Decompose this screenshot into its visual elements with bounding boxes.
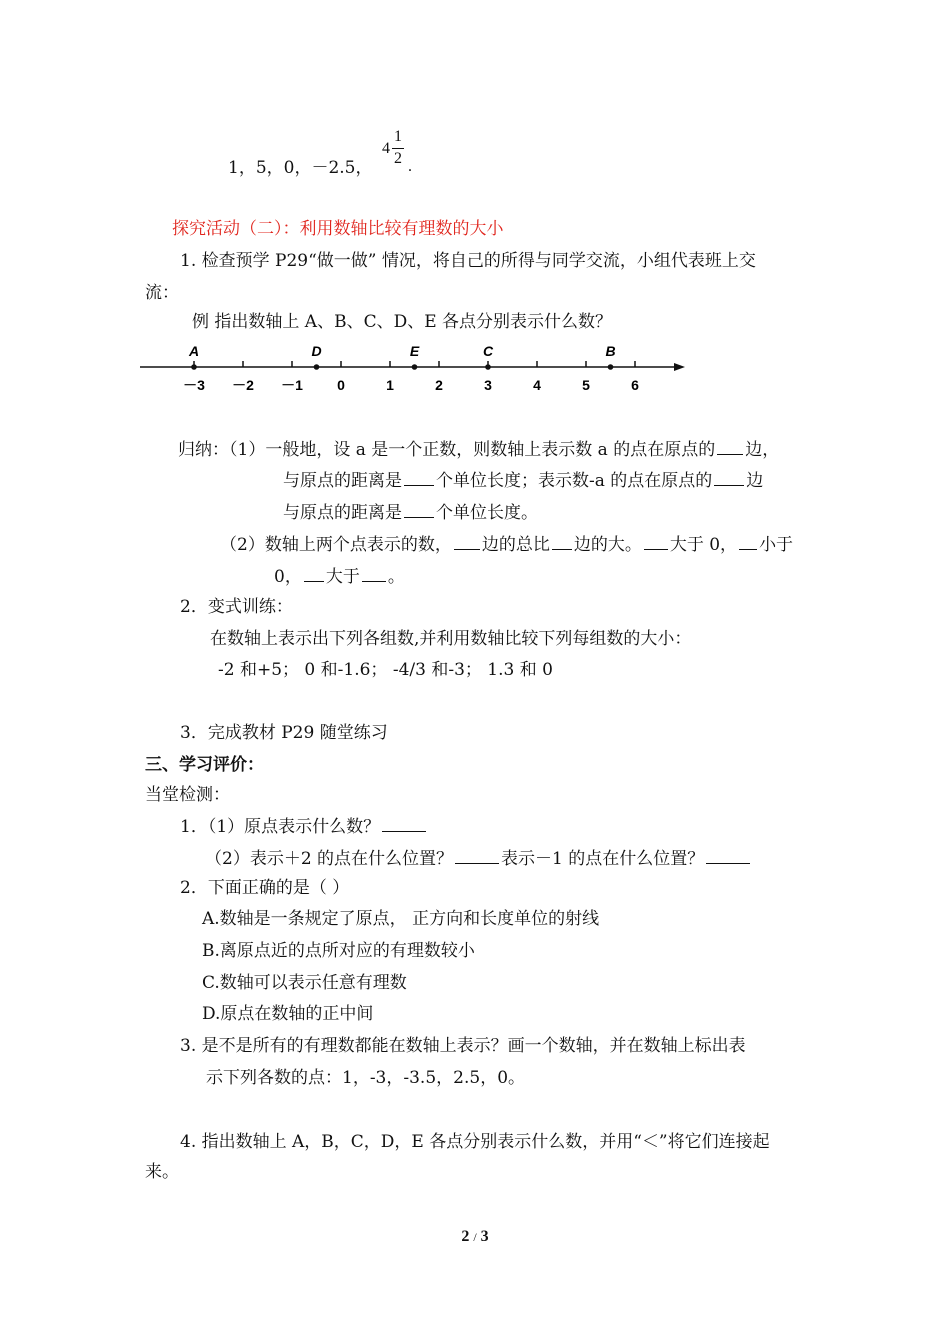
- number-line: [140, 338, 700, 398]
- answer-blank[interactable]: [382, 813, 426, 832]
- question3-line1: 3. 是不是所有的有理数都能在数轴上表示？画一个数轴，并在数轴上标出表: [180, 1036, 746, 1056]
- axis-point: [191, 364, 197, 370]
- summary-text: 大于: [325, 567, 360, 587]
- answer-blank[interactable]: [404, 467, 434, 486]
- answer-blank[interactable]: [739, 531, 757, 550]
- answer-blank[interactable]: [714, 467, 744, 486]
- summary-text: 个单位长度。: [436, 503, 538, 523]
- axis-tick-label: －3: [183, 377, 205, 393]
- axis-tick-label: 1: [386, 377, 394, 393]
- answer-blank[interactable]: [455, 845, 499, 864]
- question1b: [205, 845, 752, 871]
- activity2-item1-line1: 1. 检查预学 P29“做一做” 情况，将自己的所得与同学交流，小组代表班上交: [180, 251, 756, 271]
- answer-blank[interactable]: [362, 563, 386, 582]
- summary-text: 边: [746, 471, 764, 491]
- summary-text: 小于: [759, 535, 794, 555]
- activity2-item2-text: 在数轴上表示出下列各组数,并利用数轴比较下列每组数的大小：: [210, 629, 692, 649]
- activity2-item3: 3．完成教材 P29 随堂练习: [180, 723, 388, 743]
- axis-tick-label: 5: [582, 377, 590, 393]
- question2-option-a: A.数轴是一条规定了原点， 正方向和长度单位的射线: [202, 909, 600, 929]
- axis-tick-label: 6: [631, 377, 639, 393]
- question-text: 表示－1 的点在什么位置？: [501, 849, 705, 869]
- axis-point-label: C: [482, 343, 494, 359]
- fraction-denominator: 2: [394, 150, 402, 167]
- summary-text: 大于 0，: [669, 535, 738, 555]
- question-text: 1．（1）原点表示什么数？: [180, 817, 381, 837]
- activity2-item2-title: 2．变式训练：: [180, 597, 293, 617]
- question1a: [180, 813, 428, 839]
- axis-point: [412, 364, 418, 370]
- axis-tick-label: 0: [337, 377, 345, 393]
- summary-text: 0，: [274, 567, 302, 587]
- question3-line2: 示下列各数的点：1，-3，-3.5，2.5，0。: [206, 1068, 526, 1088]
- page-total: 3: [480, 1228, 489, 1245]
- summary-line3: [283, 499, 538, 525]
- axis-tick-label: 3: [484, 377, 492, 393]
- summary-line1: [178, 436, 779, 462]
- activity2-heading: 探究活动（二）：利用数轴比较有理数的大小: [172, 219, 504, 239]
- summary-line4: [220, 531, 793, 557]
- summary-text: 。: [387, 567, 405, 587]
- summary-line5: [274, 563, 405, 589]
- axis-tick-label: 4: [533, 377, 541, 393]
- axis-arrow-icon: [674, 363, 685, 371]
- question2-option-c: C.数轴可以表示任意有理数: [202, 973, 407, 993]
- question2-option-b: B.离原点近的点所对应的有理数较小: [202, 941, 475, 961]
- axis-tick-label: 2: [435, 377, 443, 393]
- axis-point-label: E: [409, 343, 420, 359]
- page-separator: /: [473, 1230, 477, 1244]
- axis-point-label: B: [605, 343, 616, 359]
- summary-text: 个单位长度；表示数-a 的点在原点的: [436, 471, 713, 491]
- axis-point-label: A: [188, 343, 200, 359]
- question4-line2: 来。: [145, 1162, 179, 1182]
- summary-text: 归纳：（1）一般地，设 a 是一个正数，则数轴上表示数 a 的点在原点的: [178, 440, 716, 460]
- answer-blank[interactable]: [404, 499, 434, 518]
- activity2-item1-line2: 流：: [145, 283, 179, 303]
- question2-option-d: D.原点在数轴的正中间: [202, 1004, 374, 1024]
- answer-blank[interactable]: [717, 436, 743, 455]
- answer-blank[interactable]: [304, 563, 324, 582]
- mixed-fraction-whole: 4: [382, 140, 390, 157]
- answer-blank[interactable]: [644, 531, 668, 550]
- axis-point: [485, 364, 491, 370]
- summary-text: 与原点的距离是: [283, 471, 402, 491]
- number-list-text: 1，5，0，－2.5，: [228, 158, 373, 178]
- axis-tick-label: －1: [281, 377, 303, 393]
- fraction-bar: [392, 148, 404, 149]
- fraction-numerator: 1: [394, 128, 402, 145]
- axis-point-label: D: [311, 343, 322, 359]
- summary-text: 边，: [745, 440, 780, 460]
- section3-heading: 三、学习评价：: [145, 755, 264, 775]
- summary-text: 与原点的距离是: [283, 503, 402, 523]
- question2: 2．下面正确的是（ ）: [180, 878, 350, 898]
- section3-sub: 当堂检测：: [145, 785, 230, 805]
- number-list-suffix: .: [408, 158, 412, 175]
- number-list: [228, 156, 372, 180]
- page-number: [0, 1228, 950, 1246]
- page-current: 2: [461, 1228, 470, 1245]
- axis-point: [608, 364, 614, 370]
- answer-blank[interactable]: [552, 531, 572, 550]
- question-text: （2）表示＋2 的点在什么位置？: [205, 849, 454, 869]
- question4-line1: 4. 指出数轴上 A，B，C，D，E 各点分别表示什么数，并用“＜”将它们连接起: [180, 1132, 770, 1152]
- answer-blank[interactable]: [454, 531, 480, 550]
- activity2-item2-groups: -2 和+5； 0 和-1.6； -4/3 和-3； 1.3 和 0: [218, 660, 553, 680]
- example-question: 例 指出数轴上 A、B、C、D、E 各点分别表示什么数？: [192, 312, 613, 332]
- axis-point: [314, 364, 320, 370]
- axis-tick-label: －2: [232, 377, 254, 393]
- answer-blank[interactable]: [706, 845, 750, 864]
- summary-text: 边的总比: [481, 535, 550, 555]
- summary-text: 边的大。: [573, 535, 642, 555]
- summary-line2: [283, 467, 763, 493]
- summary-text: （2）数轴上两个点表示的数，: [220, 535, 452, 555]
